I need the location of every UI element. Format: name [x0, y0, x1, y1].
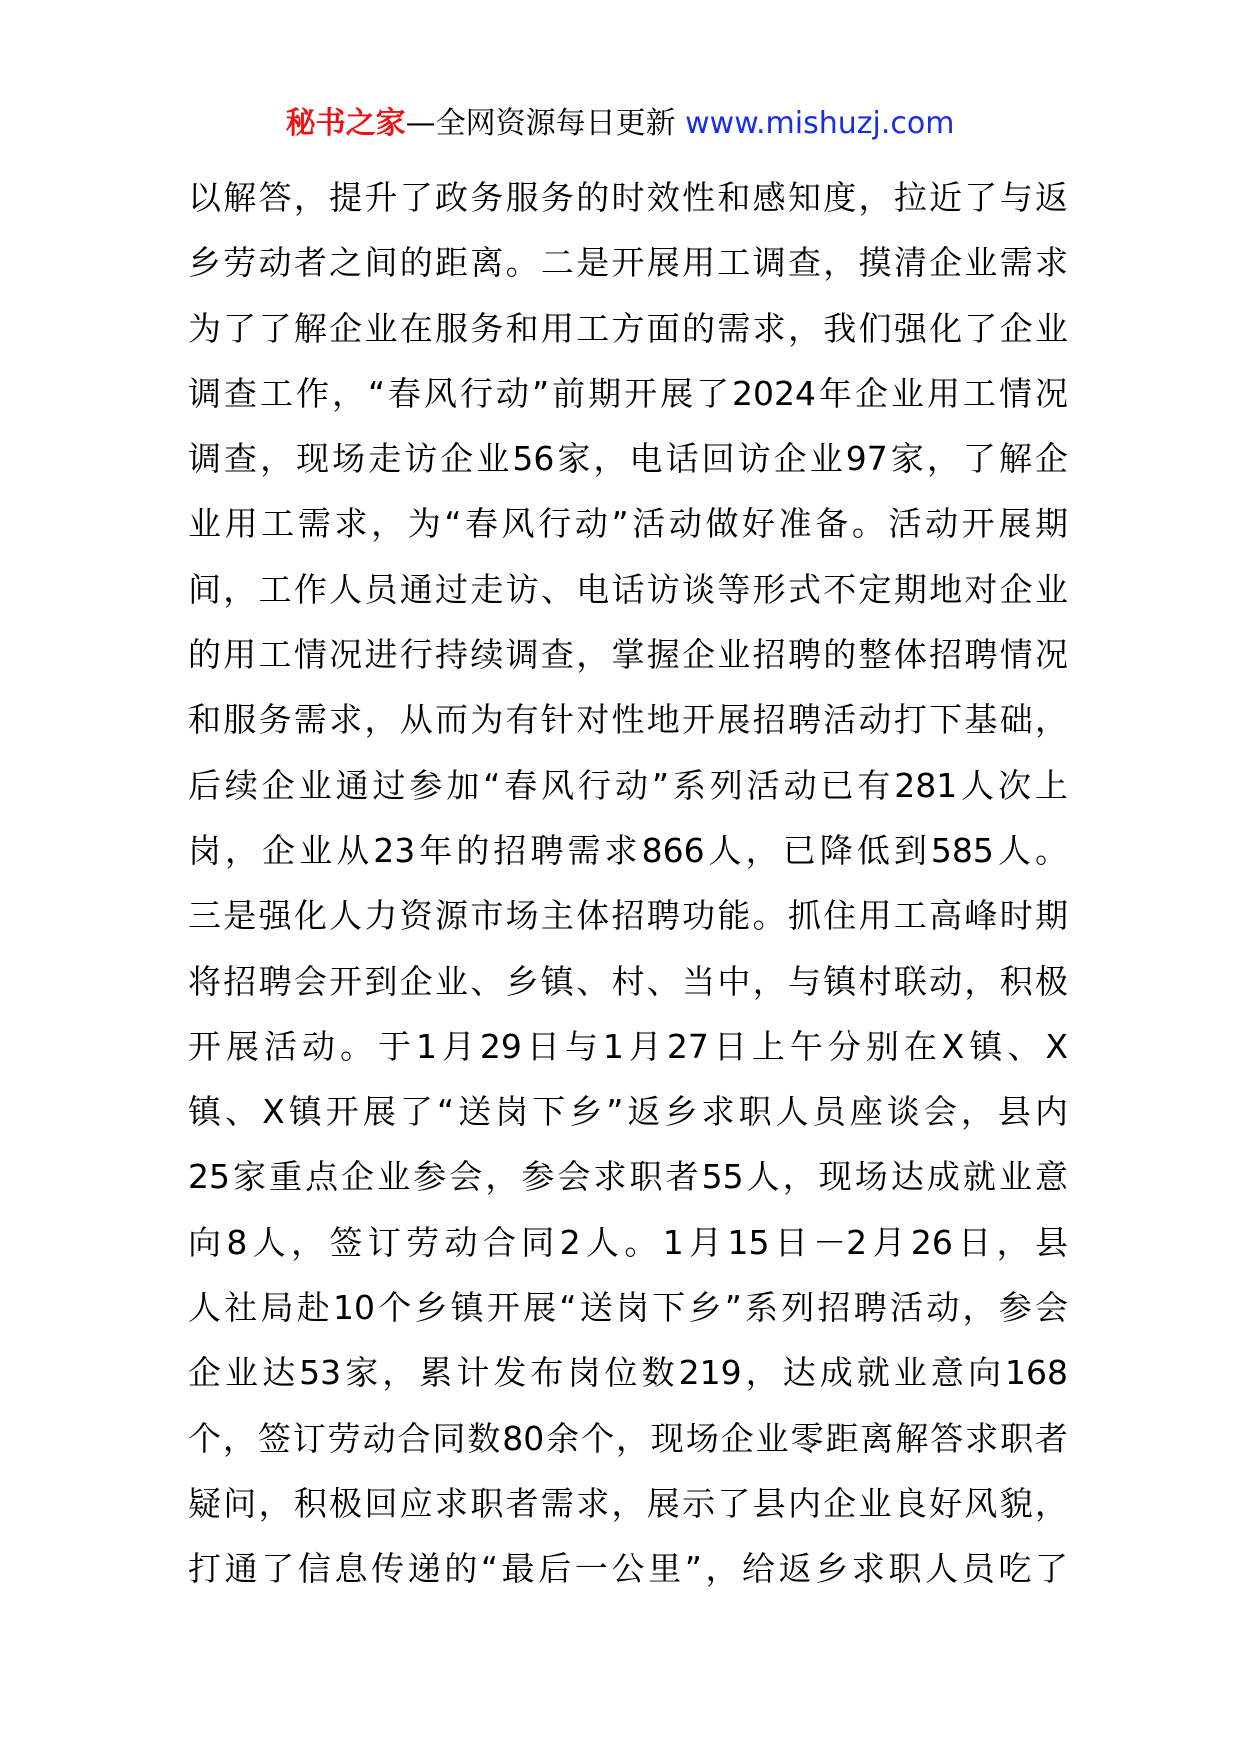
body-line: 三是强化人力资源市场主体招聘功能。抓住用工高峰时期: [188, 896, 1068, 936]
body-line: 开展活动。于1月29日与1月27日上午分别在X镇、X: [188, 1026, 1069, 1066]
document-body: [188, 165, 1068, 1602]
body-line: 乡劳动者之间的距离。二是开展用工调查，摸清企业需求: [188, 243, 1068, 283]
body-line: 将招聘会开到企业、乡镇、村、当中，与镇村联动，积极: [188, 961, 1068, 1001]
body-line: 向8人，签订劳动合同2人。1月15日－2月26日，县: [188, 1222, 1068, 1262]
body-line: 疑问，积极回应求职者需求，展示了县内企业良好风貌，: [188, 1483, 1068, 1523]
body-line: 业用工需求，为“春风行动”活动做好准备。活动开展期: [188, 504, 1068, 544]
body-line: 间，工作人员通过走访、电话访谈等形式不定期地对企业: [188, 569, 1068, 609]
body-line: 调查工作，“春风行动”前期开展了2024年企业用工情况: [188, 373, 1068, 413]
site-url-link[interactable]: www.mishuzj.com: [685, 106, 955, 141]
body-line: 和服务需求，从而为有针对性地开展招聘活动打下基础，: [188, 700, 1068, 740]
body-line: 企业达53家，累计发布岗位数219，达成就业意向168: [188, 1353, 1068, 1393]
body-line: 镇、X镇开展了“送岗下乡”返乡求职人员座谈会，县内: [188, 1092, 1068, 1132]
body-line: 后续企业通过参加“春风行动”系列活动已有281人次上: [188, 765, 1068, 805]
body-line: 人社局赴10个乡镇开展“送岗下乡”系列招聘活动，参会: [188, 1288, 1068, 1328]
header-tagline: —全网资源每日更新: [405, 106, 686, 141]
body-line: 岗，企业从23年的招聘需求866人，已降低到585人。: [188, 830, 1068, 870]
body-line: 的用工情况进行持续调查，掌握企业招聘的整体招聘情况: [188, 635, 1068, 675]
body-line: 25家重点企业参会，参会求职者55人，现场达成就业意: [188, 1157, 1068, 1197]
body-line: 为了了解企业在服务和用工方面的需求，我们强化了企业: [188, 308, 1068, 348]
page-header: [0, 102, 1240, 146]
body-line: 打通了信息传递的“最后一公里”，给返乡求职人员吃了: [188, 1549, 1068, 1589]
body-line: 以解答，提升了政务服务的时效性和感知度，拉近了与返: [188, 178, 1068, 217]
body-line: 调查，现场走访企业56家，电话回访企业97家，了解企: [188, 439, 1068, 479]
body-line: 个，签订劳动合同数80余个，现场企业零距离解答求职者: [188, 1418, 1068, 1458]
brand-name: 秘书之家: [285, 106, 406, 141]
